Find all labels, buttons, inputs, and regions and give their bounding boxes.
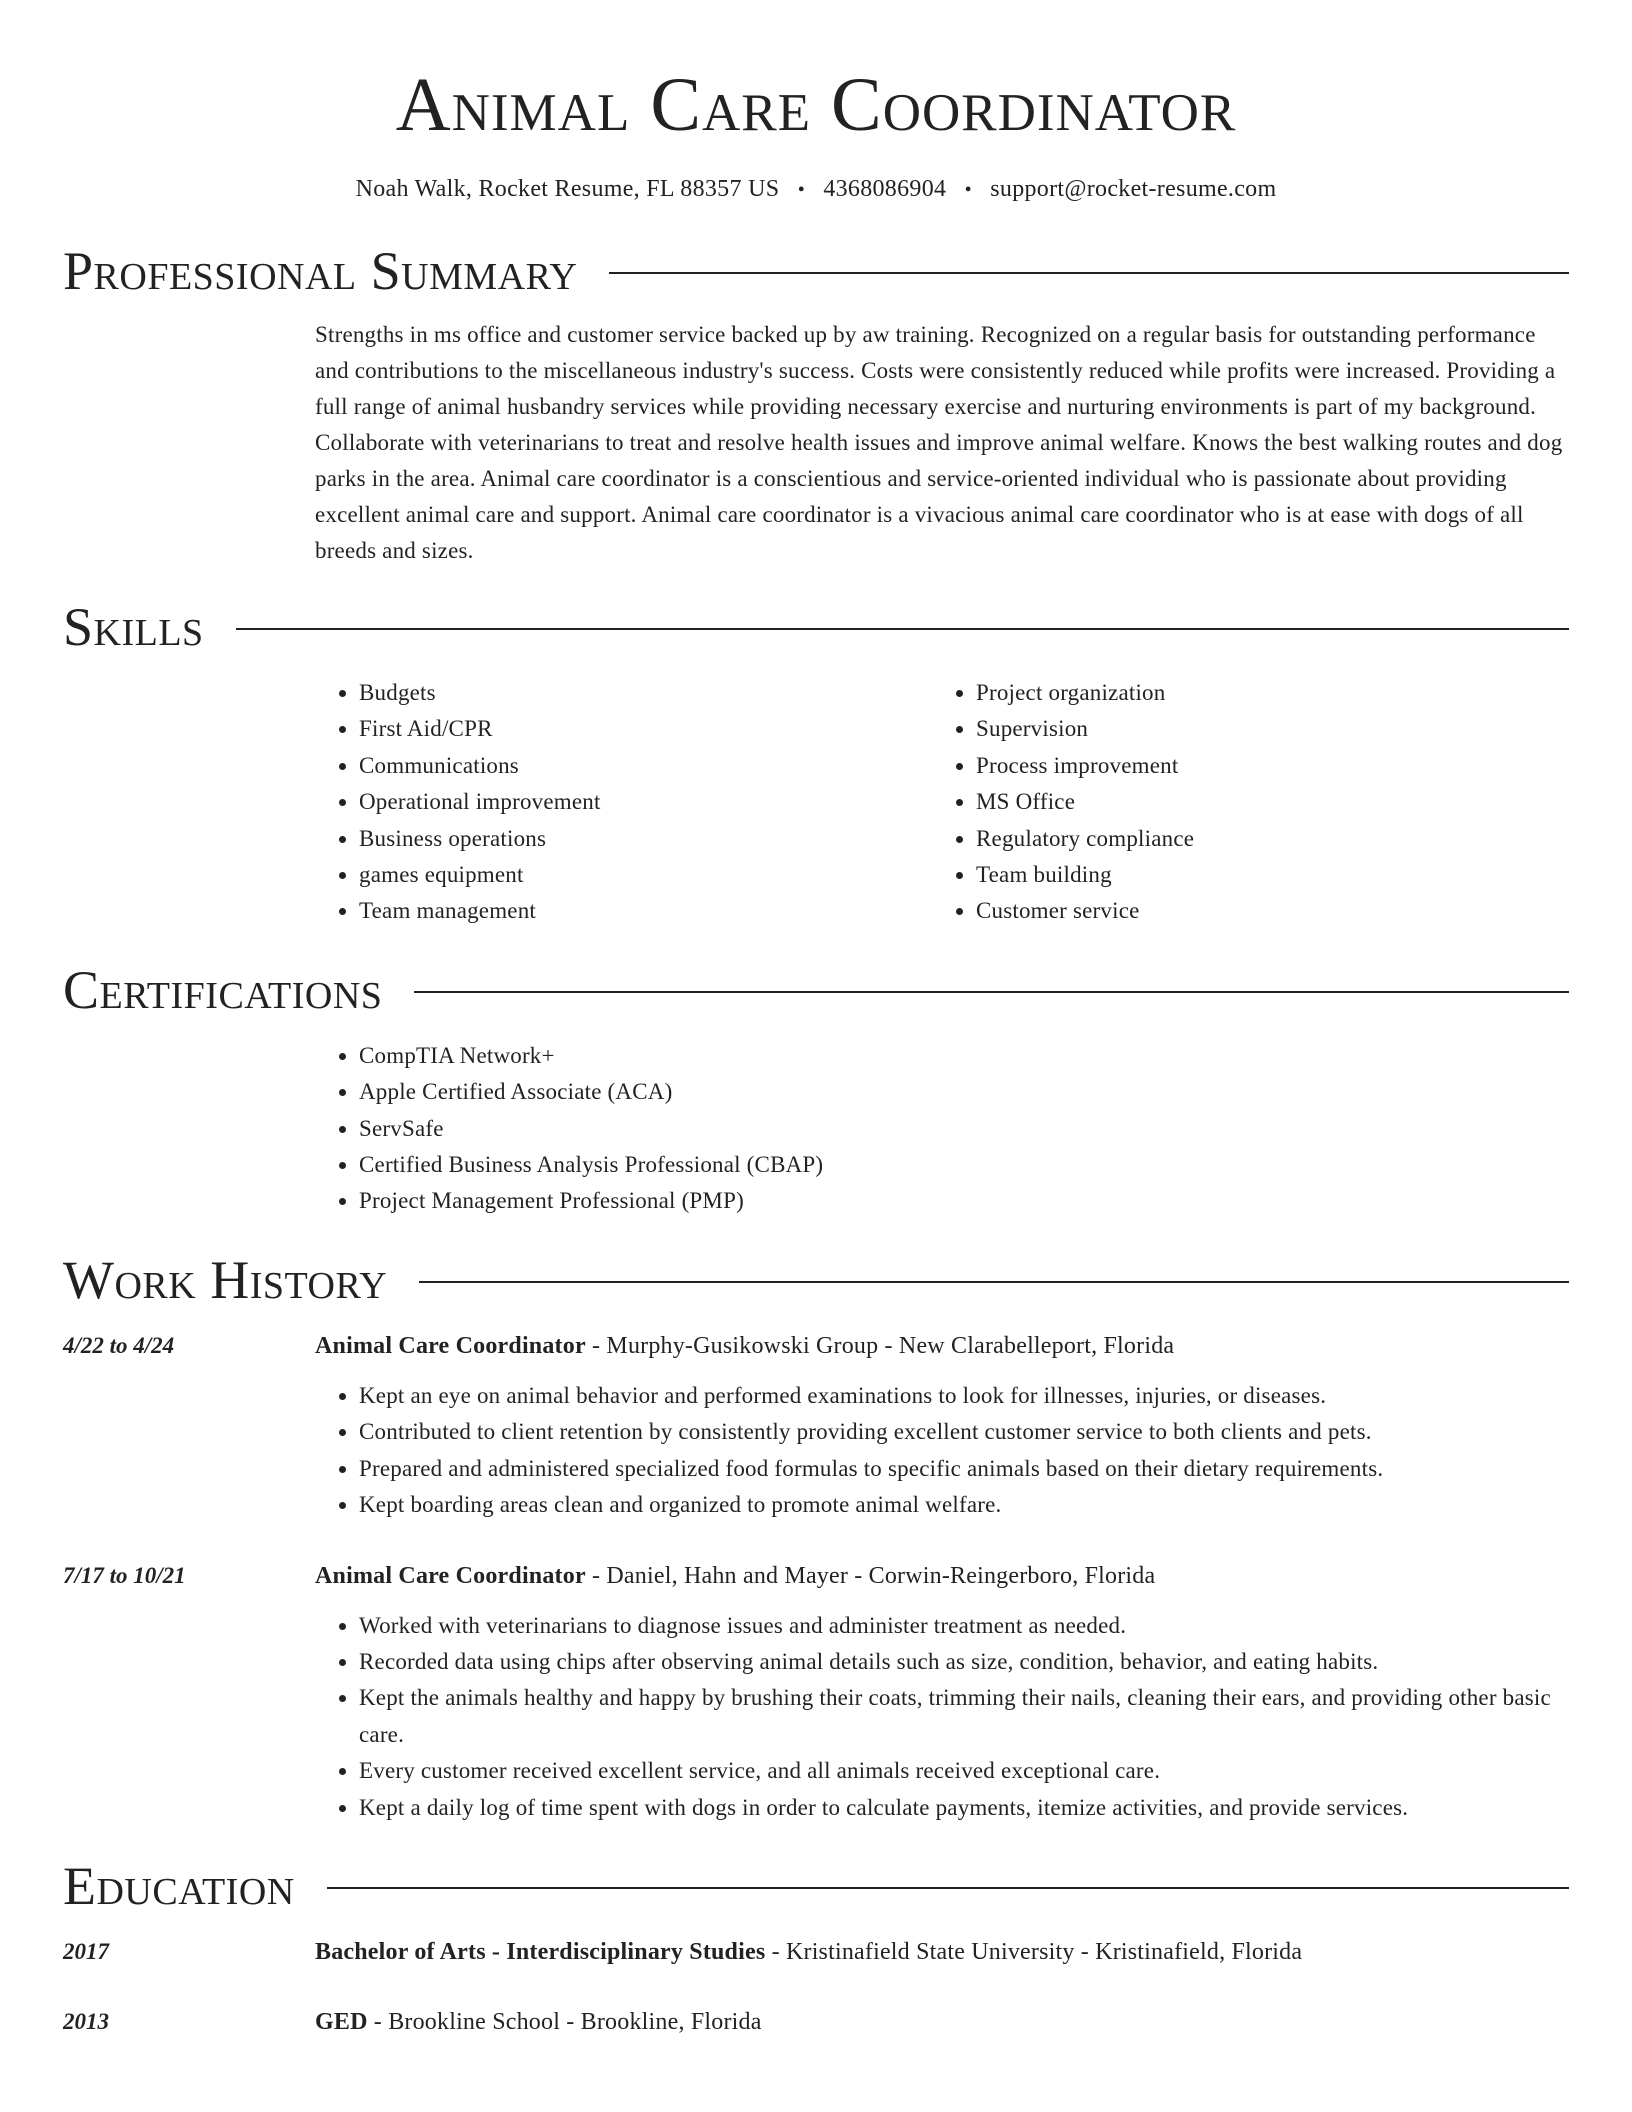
job-duty: • Recorded data using chips after observing animal details such as size, condition, behavior, and eating habits. <box>359 1644 1569 1680</box>
skill-item: • Team building <box>976 857 1549 893</box>
job-duty: • Prepared and administered specialized food formulas to specific animals based on their dietary requirements. <box>359 1451 1569 1487</box>
job-entry <box>63 1328 1569 1524</box>
section-divider <box>609 272 1569 274</box>
job-duty: • Kept boarding areas clean and organized to promote animal welfare. <box>359 1487 1569 1523</box>
skill-item: • games equipment <box>359 857 932 893</box>
contact-address: Noah Walk, Rocket Resume, FL 88357 US <box>355 176 780 202</box>
skill-item: • Operational improvement <box>359 784 932 820</box>
contact-separator: • <box>964 179 972 201</box>
contact-phone: 4368086904 <box>823 176 947 202</box>
summary-text: Strengths in ms office and customer service backed up by aw training. Recognized on a regular basis for outstanding performance and contributions to the miscellaneous industry's success. Costs were consistently reduced while profits were increased. Providing a full range of animal husbandry services while providing necessary exercise and nurturing environments is part of my background. Collaborate with veterinarians to treat and resolve health issues and improve animal welfare. Knows the best walking routes and dog parks in the area. Animal care coordinator is a conscientious and service-oriented individual who is passionate about providing excellent animal care and support. Animal care coordinator is a vivacious animal care coordinator who is at ease with dogs of all breeds and sizes. <box>315 322 1563 563</box>
job-duty: • Kept a daily log of time spent with dogs in order to calculate payments, itemize activities, and provide services. <box>359 1790 1569 1826</box>
job-duty: • Worked with veterinarians to diagnose issues and administer treatment as needed. <box>359 1608 1569 1644</box>
work-history-heading: Work History <box>63 1249 388 1310</box>
skill-item: • MS Office <box>976 784 1549 820</box>
skill-item: • Communications <box>359 748 932 784</box>
certifications-list <box>315 1038 1569 1220</box>
skill-item: • Customer service <box>976 893 1549 929</box>
skills-list <box>315 675 1569 930</box>
summary-heading: Professional Summary <box>63 241 578 301</box>
job-duties <box>315 1608 1569 1826</box>
certification-item: • Project Management Professional (PMP) <box>359 1183 1569 1219</box>
summary-heading-row <box>63 241 1569 301</box>
skill-item: • Project organization <box>976 675 1549 711</box>
education-line <box>315 2004 762 2040</box>
skill-item: • Team management <box>359 893 932 929</box>
job-duty: • Kept an eye on animal behavior and performed examinations to look for illnesses, injuries, or diseases. <box>359 1378 1569 1414</box>
job-dates: 7/17 to 10/21 <box>63 1562 186 1588</box>
education-entry <box>63 1934 1569 1970</box>
certifications-heading-row <box>63 960 1569 1020</box>
contact-line <box>63 172 1569 207</box>
skill-item: • Process improvement <box>976 748 1549 784</box>
skill-item: • Supervision <box>976 711 1549 747</box>
job-title: Animal Care Coordinator <box>315 1332 586 1359</box>
skill-item: • First Aid/CPR <box>359 711 932 747</box>
skills-heading: Skills <box>63 597 204 657</box>
job-title: Animal Care Coordinator <box>315 1562 586 1589</box>
job-employer: - Murphy-Gusikowski Group - New Clarabelleport, Florida <box>585 1332 1175 1359</box>
education-heading-row <box>63 1856 1569 1916</box>
certification-item: • ServSafe <box>359 1111 1569 1147</box>
job-duty: • Every customer received excellent service, and all animals received exceptional care. <box>359 1753 1569 1789</box>
job-title-line <box>315 1558 1155 1594</box>
skills-heading-row <box>63 597 1569 657</box>
job-employer: - Daniel, Hahn and Mayer - Corwin-Reingerboro, Florida <box>585 1562 1156 1589</box>
section-divider <box>414 991 1569 993</box>
job-dates: 4/22 to 4/24 <box>63 1332 175 1358</box>
skill-item: • Regulatory compliance <box>976 821 1549 857</box>
education-entry <box>63 2004 1569 2040</box>
certification-item: • CompTIA Network+ <box>359 1038 1569 1074</box>
job-entry <box>63 1558 1569 1826</box>
section-divider <box>327 1887 1569 1889</box>
contact-email: support@rocket-resume.com <box>990 176 1277 202</box>
section-divider <box>419 1281 1569 1283</box>
work-history-heading-row <box>63 1250 1569 1310</box>
education-year: 2017 <box>63 1938 109 1964</box>
skills-column-left <box>315 675 932 930</box>
job-duties <box>315 1378 1569 1524</box>
education-degree: Bachelor of Arts - Interdisciplinary Studies <box>315 1938 766 1965</box>
job-duty: • Contributed to client retention by consistently providing excellent customer service to both clients and pets. <box>359 1414 1569 1450</box>
skills-column-right <box>932 675 1549 930</box>
education-line <box>315 1934 1302 1970</box>
certification-item: • Certified Business Analysis Professional (CBAP) <box>359 1147 1569 1183</box>
education-year: 2013 <box>63 2008 109 2034</box>
certifications-heading: Certifications <box>63 959 383 1020</box>
education-school: - Kristinafield State University - Kristinafield, Florida <box>765 1938 1303 1965</box>
certification-item: • Apple Certified Associate (ACA) <box>359 1074 1569 1110</box>
job-title-line <box>315 1328 1174 1364</box>
skill-item: • Business operations <box>359 821 932 857</box>
contact-separator: • <box>797 179 805 201</box>
education-degree: GED <box>315 2008 368 2035</box>
resume-title: Animal Care Coordinator <box>395 63 1237 147</box>
job-duty: • Kept the animals healthy and happy by brushing their coats, trimming their nails, cleaning their ears, and providing other basic care. <box>359 1680 1569 1753</box>
skill-item: • Budgets <box>359 675 932 711</box>
education-heading: Education <box>63 1855 295 1916</box>
section-divider <box>236 628 1569 630</box>
education-school: - Brookline School - Brookline, Florida <box>367 2008 762 2035</box>
